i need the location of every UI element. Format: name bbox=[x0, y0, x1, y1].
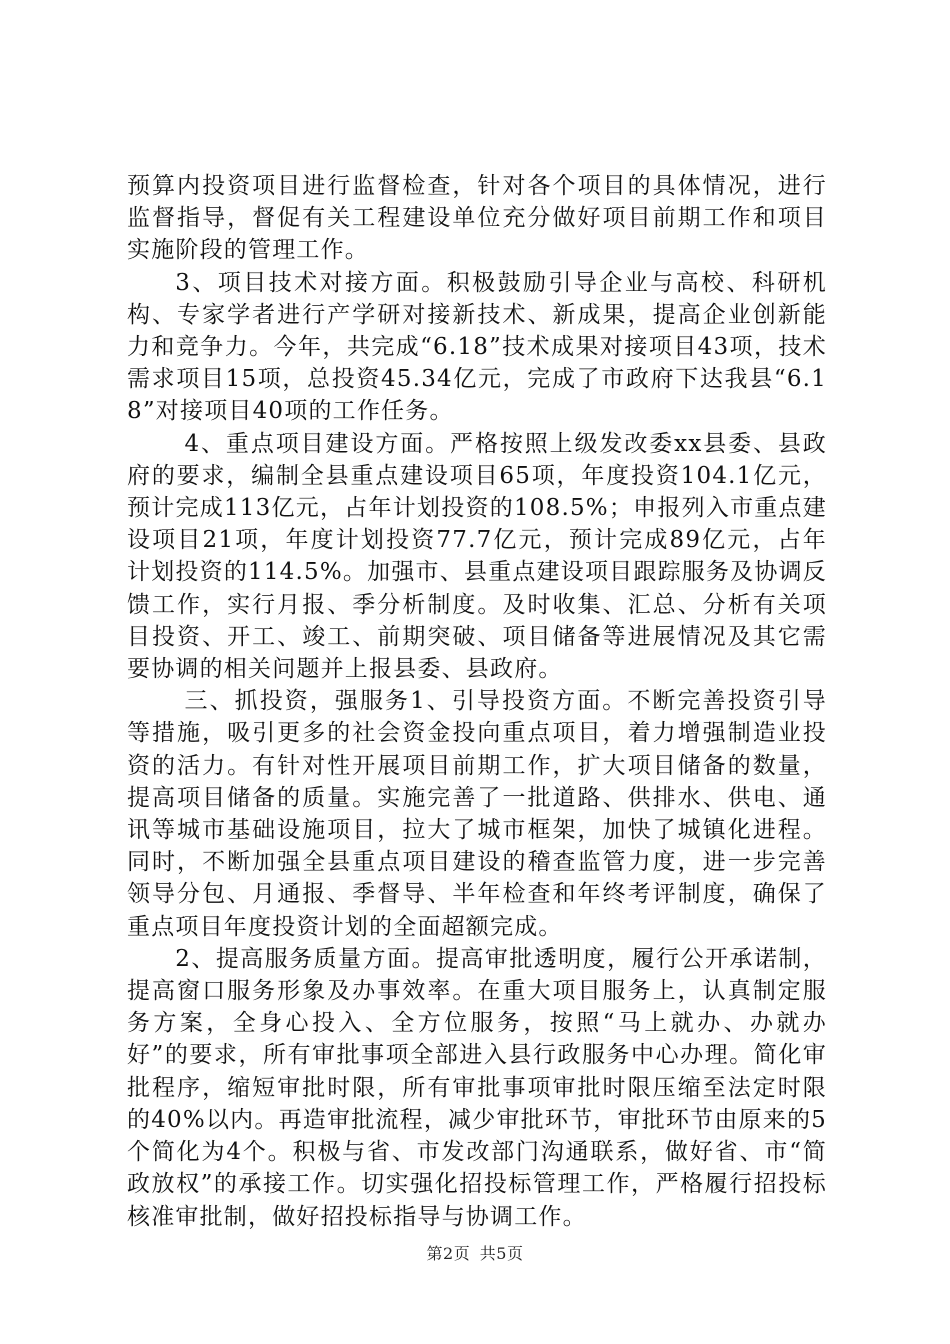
paragraph-continuation: 预算内投资项目进行监督检查，针对各个项目的具体情况，进行监督指导，督促有关工程建设单位充分做好项目前期工作和项目实施阶段的管理工作。 bbox=[127, 173, 827, 264]
paragraph-investment-guidance: 三、抓投资，强服务1、引导投资方面。不断完善投资引导等措施，吸引更多的社会资金投向重点项目，着力增强制造业投资的活力。有针对性开展项目前期工作，扩大项目储备的数量，提高项目储备的质量。实施完善了一批道路、供排水、供电、通讯等城市基础设施项目，拉大了城市框架，加快了城镇化进程。同时，不断加强全县重点项目建设的稽查监管力度，进一步完善领导分包、月通报、季督导、半年检查和年终考评制度，确保了重点项目年度投资计划的全面超额完成。 bbox=[127, 688, 827, 940]
page-number: 第2页 bbox=[426, 1244, 471, 1263]
document-body bbox=[127, 170, 827, 1233]
paragraph-key-projects: 4、重点项目建设方面。严格按照上级发改委xx县委、县政府的要求，编制全县重点建设项目65项，年度投资104.1亿元，预计完成113亿元，占年计划投资的108.5%；申报列入市重点建设项目21项，年度计划投资77.7亿元，预计完成89亿元，占年计划投资的114.5%。加强市、县重点建设项目跟踪服务及协调反馈工作，实行月报、季分析制度。及时收集、汇总、分析有关项目投资、开工、竣工、前期突破、项目储备等进展情况及其它需要协调的相关问题并上报县委、县政府。 bbox=[127, 430, 827, 683]
page-total: 共5页 bbox=[479, 1244, 524, 1263]
page-footer bbox=[0, 1244, 950, 1264]
paragraph-service-quality: 2、提高服务质量方面。提高审批透明度，履行公开承诺制，提高窗口服务形象及办事效率。在重大项目服务上，认真制定服务方案，全身心投入、全方位服务，按照“马上就办、办就办好”的要求，所有审批事项全部进入县行政服务中心办理。简化审批程序，缩短审批时限，所有审批事项审批时限压缩至法定时限的40%以内。再造审批流程，减少审批环节，审批环节由原来的5个简化为4个。积极与省、市发改部门沟通联系，做好省、市“简政放权”的承接工作。切实强化招投标管理工作，严格履行招投标核准审批制，做好招投标指导与协调工作。 bbox=[127, 945, 827, 1230]
paragraph-tech-docking: 3、项目技术对接方面。积极鼓励引导企业与高校、科研机构、专家学者进行产学研对接新技术、新成果，提高企业创新能力和竞争力。今年，共完成“6.18”技术成果对接项目43项，技术需求项目15项，总投资45.34亿元，完成了市政府下达我县“6.18”对接项目40项的工作任务。 bbox=[127, 269, 827, 425]
